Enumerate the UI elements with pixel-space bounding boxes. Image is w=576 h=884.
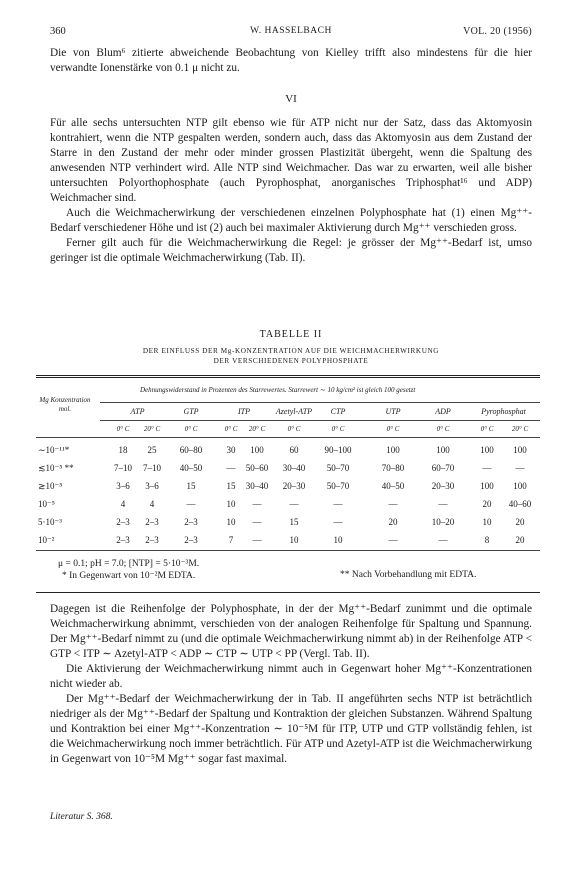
temp-header: 0° C <box>287 425 301 433</box>
running-author: W. HASSELBACH <box>250 26 332 36</box>
table-cell: 10–20 <box>431 517 455 527</box>
table-cell: — <box>482 463 492 473</box>
table-cell: 50–70 <box>326 481 350 491</box>
body-block-1 <box>50 116 532 266</box>
table-cell: 30–40 <box>245 481 269 491</box>
table-cell: — <box>438 535 448 545</box>
table-cell: 15 <box>226 481 236 491</box>
table-bottom-rule <box>36 550 540 551</box>
table-cell: 2–3 <box>116 517 130 527</box>
table-cell: 100 <box>436 445 450 455</box>
table-row-header: Mg Konzentration mol. <box>39 396 91 413</box>
temp-header: 0° C <box>116 425 130 433</box>
body-block-2 <box>50 602 532 767</box>
table-cell: 10 <box>333 535 343 545</box>
table-cell: 60–70 <box>431 463 455 473</box>
table-cell: 2–3 <box>145 517 159 527</box>
table-cell: — <box>438 499 448 509</box>
table-cell: 10 <box>289 535 299 545</box>
temp-header: 20° C <box>143 425 161 433</box>
section-heading: VI <box>285 93 297 105</box>
temp-header: 0° C <box>331 425 345 433</box>
intro-text: Die von Blum⁶ zitierte abweichende Beobachtung von Kielley trifft also mindestens für die hier verwandte Ionenstärke von 0.1 μ nicht zu. <box>50 47 532 74</box>
table-cell: 20 <box>388 517 398 527</box>
table-caption: TABELLE II <box>259 329 323 340</box>
table-cell: 18 <box>118 445 128 455</box>
table-cell: — <box>289 499 299 509</box>
table-cell: 10 <box>226 499 236 509</box>
table-cell: 30 <box>226 445 236 455</box>
temp-header: 20° C <box>248 425 266 433</box>
table-cell: — <box>226 463 236 473</box>
table-cell: 2–3 <box>184 517 198 527</box>
table-cell: 20 <box>515 517 525 527</box>
page-number: 360 <box>50 26 66 37</box>
table-subtitle-2: DER VERSCHIEDENEN POLYPHOSPHATE <box>213 357 369 365</box>
table-cell: 40–50 <box>381 481 405 491</box>
table-cell: 4 <box>149 499 155 509</box>
table-cell: 2–3 <box>184 535 198 545</box>
table-cell: — <box>388 535 398 545</box>
table-cell: — <box>252 517 262 527</box>
row-concentration: ≲10⁻⁵ ** <box>38 463 74 473</box>
table-cell: 2–3 <box>116 535 130 545</box>
paragraph-2: Auch die Weichmacherwirkung der verschiedenen einzelnen Polyphosphate hat (1) einen Mg⁺⁺-Bedarf verschiedener Höhe und ist (2) auch bei maximaler Aktivierung durch Mg⁺⁺ verschieden gross. <box>50 207 532 234</box>
table-header-rule-2 <box>100 420 540 421</box>
row-concentration: 10⁻² <box>38 535 55 545</box>
table-cell: 100 <box>250 445 264 455</box>
row-concentration: 5·10⁻³ <box>38 517 62 527</box>
table-cell: 4 <box>120 499 126 509</box>
temp-header: 0° C <box>224 425 238 433</box>
table-cell: 3–6 <box>116 481 130 491</box>
table-cell: 30–40 <box>282 463 306 473</box>
table-cell: 40–50 <box>179 463 203 473</box>
row-concentration: ∼10⁻¹¹* <box>38 445 70 455</box>
column-header-gtp: GTP <box>183 407 199 416</box>
column-header-azetylatp: Azetyl-ATP <box>275 407 313 416</box>
table-cell: 8 <box>484 535 490 545</box>
table-cell: 100 <box>386 445 400 455</box>
table-cell: 20 <box>515 535 525 545</box>
table-subtitle-1: DER EINFLUSS DER Mg-KONZENTRATION AUF DIE WEICHMACHERWIRKUNG <box>142 347 440 355</box>
temp-header: 0° C <box>386 425 400 433</box>
table-cell: 25 <box>147 445 157 455</box>
temp-header: 20° C <box>511 425 529 433</box>
table-cell: 90–100 <box>324 445 352 455</box>
temp-header: 0° C <box>480 425 494 433</box>
table-cell: 20–30 <box>282 481 306 491</box>
column-header-adp: ADP <box>435 407 451 416</box>
table-cell: 60 <box>289 445 299 455</box>
table-footnote-main: μ = 0.1; pH = 7.0; [NTP] = 5·10⁻³M. <box>58 559 200 569</box>
table-cell: 50–70 <box>326 463 350 473</box>
table-header-rule-1 <box>100 402 540 403</box>
paragraph-5: Die Aktivierung der Weichmacherwirkung nimmt auch in Gegenwart hoher Mg⁺⁺-Konzentrationen nicht wieder ab. <box>50 663 532 690</box>
table-cell: 100 <box>513 445 527 455</box>
paragraph-6: Der Mg⁺⁺-Bedarf der Weichmacherwirkung der in Tab. II angeführten sechs NTP ist beträchtlich niedriger als der Mg⁺⁺-Bedarf der Spaltung und Kontraktion der gleichen Substanzen. Während Spaltung und Kontraktion bei einer Mg⁺⁺-Konzentration ∼ 10⁻⁵M für ITP, UTP und GTP vollständig fehlen, ist die Weichmacherwirkung noch immer beträchtlich. Für ATP und Azetyl-ATP ist die Weichmacherwirkung in Gegenwart von 10⁻⁵M Mg⁺⁺ sogar fast maximal. <box>50 693 532 765</box>
paragraph-3: Ferner gilt auch für die Weichmacherwirkung die Regel: je grösser der Mg⁺⁺-Bedarf ist, umso geringer ist die optimale Weichmacherwirkung (Tab. II). <box>50 237 532 264</box>
table-cell: — <box>252 535 262 545</box>
column-header-atp: ATP <box>130 407 145 416</box>
table-cell: — <box>252 499 262 509</box>
table-cell: — <box>333 499 343 509</box>
table-cell: 40–60 <box>508 499 532 509</box>
column-header-itp: ITP <box>238 407 250 416</box>
literature-reference: Literatur S. 368. <box>50 812 113 822</box>
table-cell: 50–60 <box>245 463 269 473</box>
table-cell: — <box>515 463 525 473</box>
paragraph-1: Für alle sechs untersuchten NTP gilt ebenso wie für ATP nicht nur der Satz, dass das Aktomyosin kontrahiert, wenn die NTP gespalten werden, sondern auch, dass das Aktomyosin aus dem Zustand der Starre in den Zustand der mehr oder minder grossen Plastizität übergeht, wenn die Spaltung des anwesenden NTP verhindert wird. Alle NTP sind Weichmacher. Das war zu erwarten, weil alle bisher untersuchten Polyorthophosphate (auch Pyrophosphat, anorganisches Triphosphat¹⁶ und ADP) Weichmacher sind. <box>50 117 532 204</box>
table-cell: — <box>388 499 398 509</box>
table-cell: — <box>186 499 196 509</box>
table-cell: 10 <box>226 517 236 527</box>
table-cell: 2–3 <box>145 535 159 545</box>
table-top-rule <box>36 375 540 378</box>
table-cell: 100 <box>513 481 527 491</box>
table-cell: 3–6 <box>145 481 159 491</box>
table-cell: 7–10 <box>114 463 132 473</box>
column-header-utp: UTP <box>385 407 401 416</box>
table-cell: 20–30 <box>431 481 455 491</box>
volume-info: VOL. 20 (1956) <box>463 26 532 37</box>
temp-header: 0° C <box>184 425 198 433</box>
table-cell: 100 <box>480 445 494 455</box>
table-end-rule <box>36 592 540 593</box>
paragraph-4: Dagegen ist die Reihenfolge der Polyphosphate, in der der Mg⁺⁺-Bedarf zunimmt und die optimale Weichmacherwirkung abnimmt, verschieden von der analogen Reihenfolge für Spaltung und Spannung. Der Mg⁺⁺-Bedarf nimmt zu (und die optimale Weichmacherwirkung nimmt ab) in der Reihenfolge ATP < GTP < ITP ∼ Azetyl-ATP < ADP ∼ CTP ∼ UTP < PP (Vergl. Tab. II). <box>50 603 532 660</box>
table-footnote-double-star: ** Nach Vorbehandlung mit EDTA. <box>340 570 477 580</box>
table-footnote-star: * In Gegenwart von 10⁻²M EDTA. <box>62 571 196 581</box>
table-cell: 20 <box>482 499 492 509</box>
table-cell: 7–10 <box>143 463 161 473</box>
table-cell: 7 <box>228 535 234 545</box>
temp-header: 0° C <box>436 425 450 433</box>
table-cell: 15 <box>289 517 299 527</box>
table-cell: 10 <box>482 517 492 527</box>
table-header-note: Dehnungswiderstand in Prozenten des Starrewertes. Starrewert ∼ 10 kg/cm² ist gleich 100 gesetzt <box>140 386 416 394</box>
column-header-ctp: CTP <box>330 407 346 416</box>
intro-paragraph <box>50 46 532 76</box>
table-cell: 15 <box>186 481 196 491</box>
table-header-rule-3 <box>36 437 540 438</box>
column-header-pyrophosphat: Pyrophosphat <box>481 407 526 416</box>
running-header <box>50 26 532 40</box>
table-cell: — <box>333 517 343 527</box>
table-cell: 60–80 <box>179 445 203 455</box>
table-cell: 100 <box>480 481 494 491</box>
table-cell: 70–80 <box>381 463 405 473</box>
row-concentration: ≳10⁻⁵ <box>38 481 63 491</box>
row-concentration: 10⁻⁵ <box>38 499 55 509</box>
